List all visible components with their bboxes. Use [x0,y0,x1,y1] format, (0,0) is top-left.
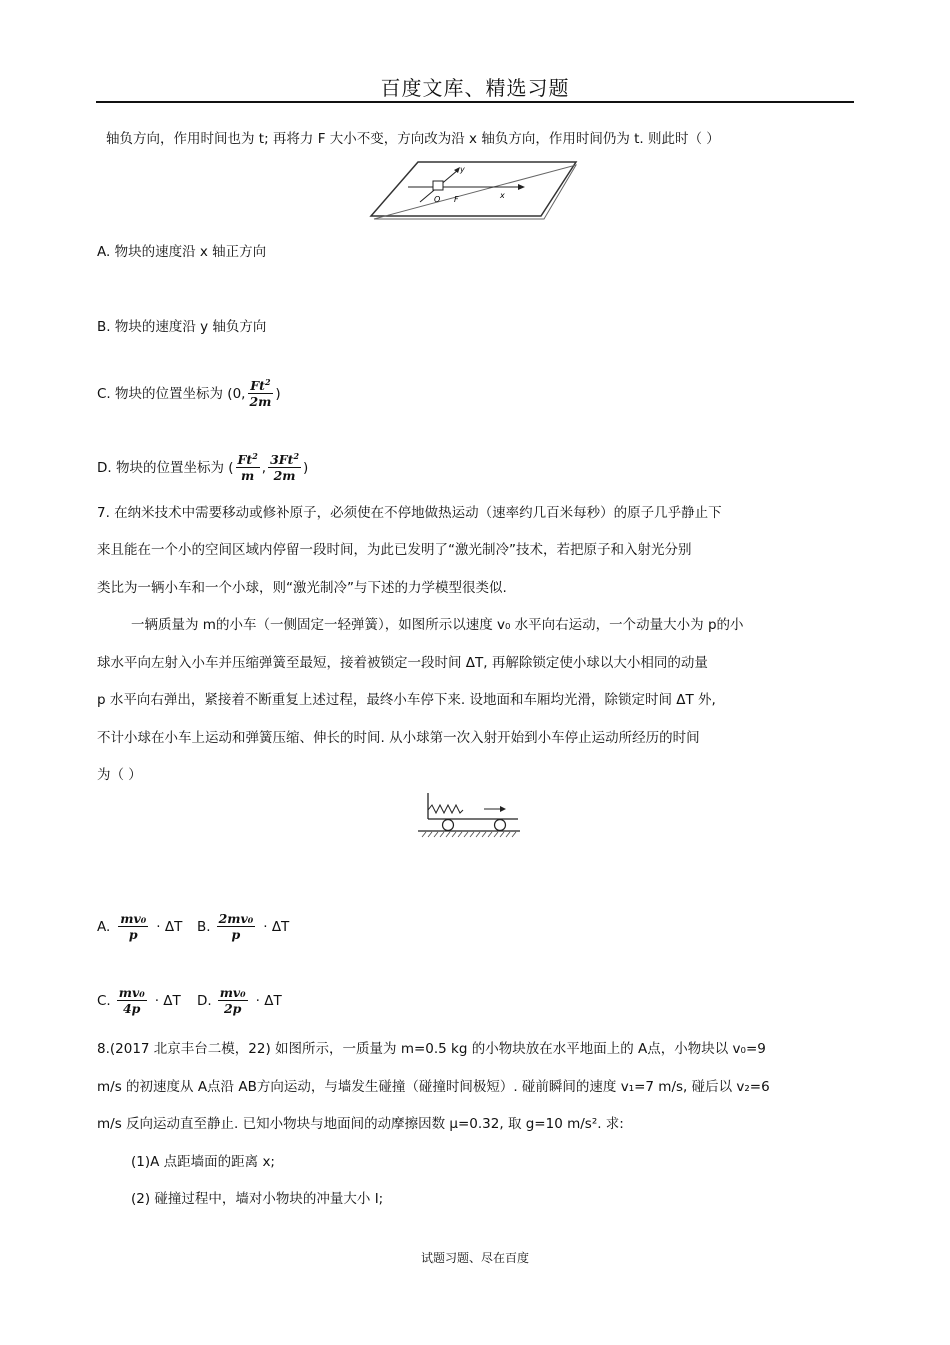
q6-option-d-f2-den: 2m [273,467,296,483]
q6-option-c [97,352,281,408]
q7-option-c-label: C. [97,993,111,1009]
q7-option-c-fraction [117,986,147,1015]
q7-option-a-label: A. [97,919,111,935]
q6-option-d [97,426,308,482]
q6-option-c-num: Ft [250,377,265,393]
q6-fig-label-f: F [454,195,459,204]
q7-option-c-num: mv₀ [118,984,145,1000]
q7-option-a-num: mv₀ [120,910,147,926]
q7-option-a-den: p [128,926,138,942]
q6-option-c-fraction: $\frac{Ft^2}{2m}$ [249,376,272,409]
q6-option-b: B. 物块的速度沿 y 轴负方向 [97,319,267,335]
q7-line-6: p 水平向右弹出，紧接着不断重复上述过程，最终小车停下来. 设地面和车厢均光滑，除锁定时间 ΔT 外, [97,692,716,708]
q6-option-d-prefix: D. 物块的位置坐标为 ( [97,460,234,476]
q6-option-d-fraction-2: $\frac{3Ft^2}{2m}$ [270,450,300,483]
q7-option-b-fraction [217,912,256,941]
q7-option-d-tail: · ΔT [255,993,282,1009]
q7-option-b-num: 2mv₀ [218,910,254,926]
q6-option-c-prefix: C. 物块的位置坐标为 (0, [97,386,246,402]
q7-cart-figure [416,788,522,840]
q7-option-c-den: 4p [122,1000,141,1016]
q7-line-8: 为（ ） [97,767,142,783]
q6-option-a: A. 物块的速度沿 x 轴正方向 [97,244,267,260]
q6-option-d-fraction-1: $\frac{Ft^2}{m}$ [237,450,258,483]
q6-option-c-den: 2m [249,393,272,409]
q7-option-d-label: D. [197,993,212,1009]
q8-line-3: m/s 反向运动直至静止. 已知小物块与地面间的动摩擦因数 μ=0.32, 取 g=10 m/s². 求: [97,1116,624,1132]
q7-option-a-tail: · ΔT [156,919,183,935]
q6-plane-figure [368,158,580,222]
q7-option-b-den: p [231,926,241,942]
q7-option-b-label: B. [197,919,211,935]
page-title: 百度文库、精选习题 [380,76,570,100]
q7-line-1: 7. 在纳米技术中需要移动或修补原子，必须使在不停地做热运动（速率约几百米每秒）的原子几乎静止下 [97,505,722,521]
q7-line-3: 类比为一辆小车和一个小球，则“激光制冷”与下述的力学模型很类似. [97,580,507,596]
page-footer: 试题习题、尽在百度 [420,1251,529,1265]
q6-option-d-f1-num: Ft [237,451,253,467]
q7-line-4: 一辆质量为 m的小车（一侧固定一轻弹簧），如图所示以速度 v₀ 水平向右运动，一个动量大小为 p的小 [131,617,744,633]
q7-option-b-tail: · ΔT [263,919,290,935]
q8-line-2: m/s 的初速度从 A点沿 AB方向运动，与墙发生碰撞（碰撞时间极短）. 碰前瞬间的速度 v₁=7 m/s, 碰后以 v₂=6 [97,1079,770,1095]
q7-option-a-fraction [118,912,148,941]
q7-option-d-num: mv₀ [219,984,246,1000]
q6-stem-tail: 轴负方向，作用时间也为 t; 再将力 F 大小不变，方向改为沿 x 轴负方向，作用时间仍为 t. 则此时（ ） [106,131,720,147]
q8-sub-question-1: (1)A 点距墙面的距离 x; [131,1154,275,1170]
q7-line-5: 球水平向左射入小车并压缩弹簧至最短，接着被锁定一段时间 ΔT, 再解除锁定使小球以大小相同的动量 [97,655,708,671]
q7-line-2: 来且能在一个小的空间区域内停留一段时间，为此已发明了“激光制冷”技术，若把原子和入射光分别 [97,542,692,558]
q7-option-d [197,959,282,1015]
q6-option-d-f1-den: m [241,467,255,483]
q6-option-d-separator: , [261,460,267,476]
q6-option-d-suffix: ) [303,460,309,476]
q8-sub-question-2: (2) 碰撞过程中，墙对小物块的冲量大小 I; [131,1191,384,1207]
q7-option-b [197,885,289,941]
q7-option-a [97,885,182,941]
q6-fig-label-o: O [434,195,441,204]
q7-option-d-den: 2p [223,1000,242,1016]
q7-option-c-tail: · ΔT [154,993,181,1009]
q6-option-d-f2-num: 3Ft [270,451,294,467]
q6-fig-label-y: y [460,165,465,174]
q7-option-d-fraction [218,986,248,1015]
q6-fig-label-x: x [500,191,505,200]
q7-option-c [97,959,181,1015]
q8-line-1: 8.(2017 北京丰台二模，22) 如图所示，一质量为 m=0.5 kg 的小物块放在水平地面上的 A点，小物块以 v₀=9 [97,1041,766,1057]
q7-line-7: 不计小球在小车上运动和弹簧压缩、伸长的时间. 从小球第一次入射开始到小车停止运动所经历的时间 [97,730,700,746]
q6-option-c-suffix: ) [275,386,281,402]
header-divider [96,101,854,103]
